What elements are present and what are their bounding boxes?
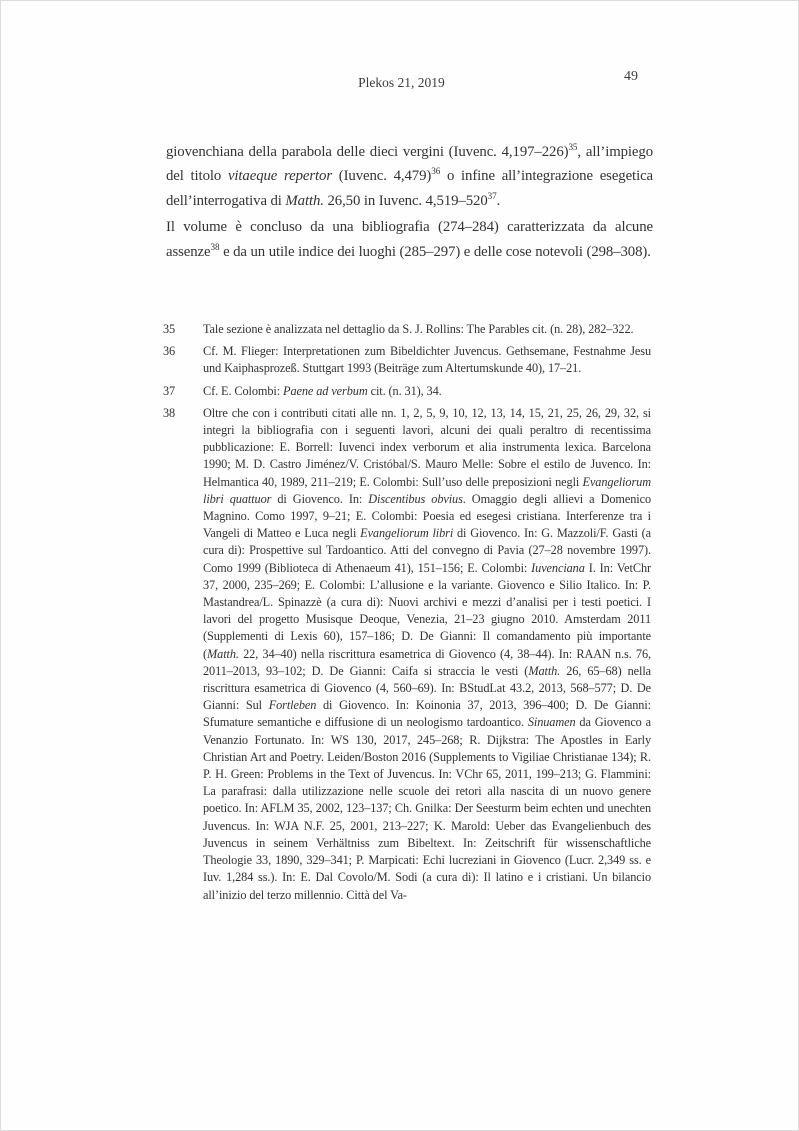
text-run: Matth.	[528, 663, 561, 678]
footnote	[163, 321, 651, 338]
text-run: o infine all’integrazione esegetica dell’interrogativa di	[166, 168, 654, 209]
text-run: Matth.	[285, 192, 324, 209]
page-number: 49	[624, 69, 638, 84]
footnote	[163, 383, 651, 400]
text-run: da Giovenco a Venanzio Fortunato. In: WS 130, 2017, 245–268; R. Dijkstra: The Apostles in Early Christian Art and Poetry. Leiden/Boston 2016 (Supplements to Vigiliae Christianae 134); R. P. H. Green: Problems in the Text of Juvencus. In: VChr 65, 2011, 199–213; G. Flammini: La parafrasi: dalla utilizzazione nelle scuole dei retori alla nascita di un nuovo genere poetico. In: AFLM 35, 2002, 123–137; Ch. Gnilka: Der Seesturm beim echten und unechten Juvencus. In: WJA N.F. 25, 2001, 213–227; K. Marold: Ueber das Evangelienbuch des Juvencus in seinem Verhältniss zum Bibeltext. In: Zeitschrift für wissenschaftliche Theologie 33, 1890, 329–341; P. Marpicati: Echi lucreziani in Giovenco (Lucr. 2,349 ss. e Iuv. 1,284 ss.). In: E. Dal Covolo/M. Sodi (a cura di): Il latino e i cristiani. Un bilancio all’inizio del terzo millennio. Città del Va-	[203, 715, 651, 902]
text-run: Discentibus obvius	[368, 491, 463, 506]
footnote-text	[203, 321, 651, 338]
text-run: 22, 34–40) nella riscrittura esametrica di Giovenco (4, 38–44). In: RAAN n.s. 76, 2011–2013, 93–102; D. De Gianni: Caifa si straccia le vesti (	[203, 646, 651, 678]
text-run: cit. (n. 31), 34.	[367, 383, 442, 398]
text-run: . Omaggio degli allievi a Domenico Magnino. Como 1997, 9–21; E. Colombi: Poesia ed esegesi cristiana. Interferenze tra i Vangeli di Matteo e Luca negli	[203, 491, 652, 541]
paragraph	[166, 140, 653, 213]
text-run: Cf. M. Flieger: Interpretationen zum Bibeldichter Juvencus. Gethsemane, Festnahme Jesu und Kaiphasprozeß. Stuttgart 1993 (Beiträge zum Altertumskunde 40), 17–21.	[203, 344, 651, 376]
footnote	[163, 405, 651, 904]
footnote-ref: 35	[568, 142, 578, 153]
text-run: Sinuamen	[527, 715, 576, 730]
text-run: Il volume è concluso da una bibliografia (274–284) caratterizzata da alcune assenze	[166, 219, 653, 260]
text-run: Tale sezione è analizzata nel dettaglio da S. J. Rollins: The Parables cit. (n. 28), 282–322.	[203, 322, 634, 336]
text-run: Evangeliorum libri	[360, 526, 454, 541]
text-run: Cf. E. Colombi:	[203, 383, 284, 398]
main-text-block	[166, 140, 653, 264]
text-run: vitaeque repertor	[227, 168, 332, 185]
text-run: e da un utile indice dei luoghi (285–297) e delle cose notevoli (298–308).	[219, 243, 651, 260]
footnote-text	[203, 383, 651, 400]
text-run: Matth.	[207, 646, 239, 661]
running-title: Plekos 21, 2019	[358, 75, 445, 90]
text-run: di Giovenco. In: Koinonia 37, 2013, 396–400; D. De Gianni: Sfumature semantiche e diffusione di un neologismo tardoantico.	[203, 698, 651, 730]
footnotes-section	[163, 321, 651, 909]
text-run: (Iuvenc. 4,479)	[332, 168, 432, 185]
footnote-number: 37	[163, 383, 176, 398]
text-run: giovenchiana della parabola delle dieci vergini (Iuvenc. 4,197–226)	[166, 144, 569, 160]
paragraph	[166, 215, 653, 264]
footnote	[163, 343, 651, 377]
footnote-number: 38	[163, 405, 176, 420]
text-run: , all’impiego del titolo	[166, 144, 653, 185]
text-run: di Giovenco. In:	[271, 491, 369, 506]
text-run: Paene ad verbum	[283, 383, 368, 398]
footnote-ref: 37	[487, 190, 497, 201]
text-run: 26, 65–68) nella riscrittura esametrica di Giovenco (4, 560–69). In: BStudLat 43.2, 2013, 568–577; D. De Gianni: Sul	[203, 663, 651, 713]
text-run: di Giovenco. In: G. Mazzoli/F. Gasti (a cura di): Prospettive sul Tardoantico. Atti del convegno di Pavia (27–28 novembre 1997). Como 1999 (Biblioteca di Athenaeum 41), 151–156; E. Colombi:	[203, 526, 651, 575]
text-run: 26,50 in Iuvenc. 4,519–520	[323, 192, 488, 209]
text-run: Iuvenciana	[531, 560, 585, 575]
text-run: Oltre che con i contributi citati alle nn. 1, 2, 5, 9, 10, 12, 13, 14, 15, 21, 25, 26, 29, 32, si integri la bibliografia con i seguenti lavori, alcuni dei quali peraltro di recentissima pubblicazione: E. Borrell: Iuvenci index verborum et alia instrumenta lexica. Barcelona 1990; M. D. Castro Jiménez/V. Cristóbal/S. Mauro Melle: Sobre el estilo de Juvenco. In: Helmantica 40, 1989, 211–219; E. Colombi: Sull’uso delle preposizioni negli	[203, 405, 651, 489]
text-run: Fortleben	[268, 698, 317, 713]
footnote-number: 36	[163, 344, 176, 359]
footnote-number: 35	[163, 322, 176, 336]
footnote-ref: 36	[431, 166, 441, 177]
footnote-text	[203, 405, 651, 904]
text-run: Evangeliorum libri quattuor	[203, 474, 651, 506]
footnote-ref: 38	[210, 241, 220, 252]
text-run: I. In: VetChr 37, 2000, 235–269; E. Colombi: L’allusione e la variante. Giovenco e Silio Italico. In: P. Mastandrea/L. Spinazzè (a cura di): Nuovi archivi e mezzi d’analisi per i testi poetici. I lavori del progetto Musisque Deoque, Venezia, 21–23 giugno 2010. Amsterdam 2011 (Supplementi di Lexis 60), 157–186; D. De Gianni: Il comandamento più importante (	[203, 560, 651, 661]
text-run: .	[496, 192, 501, 209]
footnote-text	[203, 343, 651, 377]
